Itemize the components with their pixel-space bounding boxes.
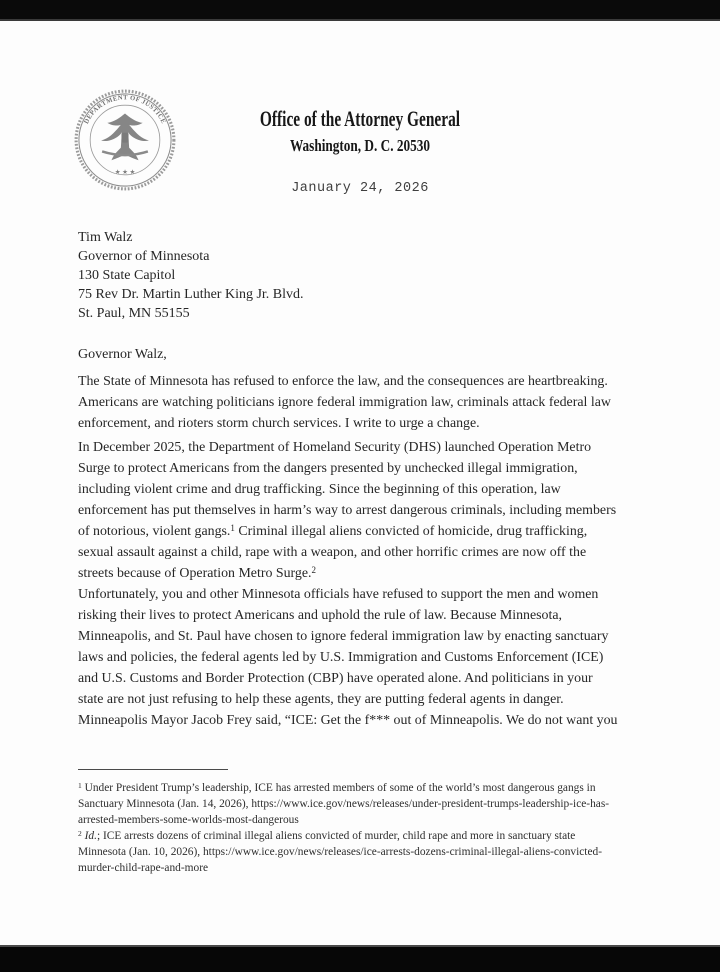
footnote-ref-2: 2 xyxy=(311,565,316,575)
text-line: Sanctuary Minnesota (Jan. 14, 2026), https://www.ice.gov/news/releases/under-president-trumps-leadership-ice-has- xyxy=(78,798,610,810)
text-line: The State of Minnesota has refused to enforce the law, and the consequences are heartbreaking. xyxy=(78,374,608,389)
text-segment: of notorious, violent gangs. xyxy=(78,524,231,539)
text-line: including violent crime and drug trafficking. Since the beginning of this operation, law xyxy=(78,482,561,497)
bottom-letterbox-bar xyxy=(0,945,720,972)
paragraph-2 xyxy=(78,437,616,584)
text-line: sexual assault against a child, rape with a weapon, and other horrific crimes are now off the xyxy=(78,545,587,560)
footnote-marker-1: 1 xyxy=(78,781,82,790)
text-line: laws and policies, the federal agents led by U.S. Immigration and Customs Enforcement (ICE) xyxy=(78,650,604,665)
recipient-name: Tim Walz xyxy=(78,230,133,245)
text-segment: Under President Trump’s leadership, ICE has arrested members of some of the world’s most dangerous gangs in xyxy=(84,782,596,794)
text-line: Americans are watching politicians ignore federal immigration law, criminals attack federal law xyxy=(78,395,611,410)
footnote-1 xyxy=(78,780,609,828)
footnote-divider xyxy=(78,769,228,770)
footnote-case-citation: Id. xyxy=(84,830,97,842)
date-line: January 24, 2026 xyxy=(291,181,429,196)
footnotes xyxy=(78,780,609,876)
text-line: and U.S. Customs and Border Protection (CBP) have operated alone. And politicians in your xyxy=(78,671,593,686)
text-line: Unfortunately, you and other Minnesota officials have refused to support the men and women xyxy=(78,587,599,602)
text-line: enforcement has put themselves in harm’s way to arrest dangerous criminals, including members xyxy=(78,503,617,518)
recipient-title: Governor of Minnesota xyxy=(78,249,210,264)
seal-stars: ★ ★ ★ xyxy=(114,168,136,176)
text-line: enforcement, and rioters storm church services. I write to urge a change. xyxy=(78,416,480,431)
text-line: Minneapolis Mayor Jacob Frey said, “ICE: Get the f*** out of Minneapolis. We do not want you xyxy=(78,713,618,728)
text-line: risking their lives to protect Americans and uphold the rule of law. Because Minnesota, xyxy=(78,608,562,623)
text-line xyxy=(78,780,609,796)
footnote-2 xyxy=(78,828,609,876)
text-line: Surge to protect Americans from the dangers presented by unchecked illegal immigration, xyxy=(78,461,578,476)
letterhead-city-line: Washington, D. C. 20530 xyxy=(289,136,430,155)
text-line: murder-child-rape-and-more xyxy=(78,862,209,874)
footnote-ref-1: 1 xyxy=(230,523,235,533)
letterhead xyxy=(0,106,720,156)
text-line: In December 2025, the Department of Homeland Security (DHS) launched Operation Metro xyxy=(78,440,592,455)
top-letterbox-bar xyxy=(0,0,720,21)
text-line xyxy=(78,563,616,584)
footnote-marker-2: 2 xyxy=(78,829,82,838)
text-line: state are not just refusing to help these agents, they are putting federal agents in danger. xyxy=(78,692,564,707)
text-segment: streets because of Operation Metro Surge. xyxy=(78,566,312,581)
text-line: Minnesota (Jan. 10, 2026), https://www.ice.gov/news/releases/ice-arrests-dozens-criminal-illegal-aliens-convicted- xyxy=(78,846,603,858)
text-segment: Criminal illegal aliens convicted of homicide, drug trafficking, xyxy=(234,524,588,539)
text-line xyxy=(78,521,616,542)
text-line: arrested-members-some-worlds-most-dangerous xyxy=(78,814,299,826)
text-line: Minneapolis, and St. Paul have chosen to ignore federal immigration law by enacting sanctuary xyxy=(78,629,609,644)
paragraph-3 xyxy=(78,584,618,731)
recipient-address-line-1: 130 State Capitol xyxy=(78,268,176,283)
paragraph-1 xyxy=(78,371,611,434)
recipient-address-line-2: 75 Rev Dr. Martin Luther King Jr. Blvd. xyxy=(78,287,304,302)
salutation: Governor Walz, xyxy=(78,347,167,362)
text-segment: ; ICE arrests dozens of criminal illegal aliens convicted of murder, child rape and more in sanctuary state xyxy=(96,830,576,842)
text-line xyxy=(78,828,609,844)
seal-ring-text: DEPARTMENT OF JUSTICE xyxy=(83,94,167,126)
letterhead-office-title: Office of the Attorney General xyxy=(259,106,461,131)
recipient-address-line-3: St. Paul, MN 55155 xyxy=(78,306,190,321)
recipient-address-block xyxy=(78,228,304,323)
